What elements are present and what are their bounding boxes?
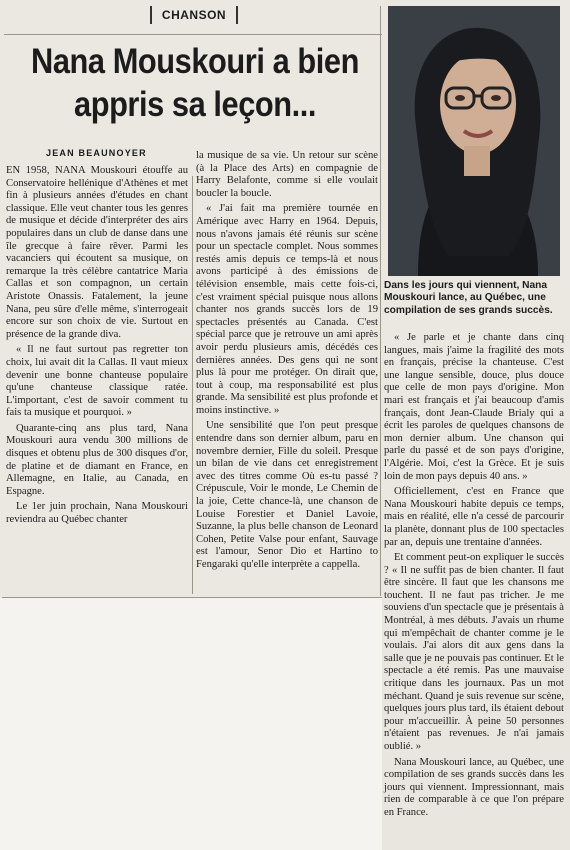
column-divider: [192, 176, 193, 594]
portrait-photo: [388, 6, 560, 276]
article-column-1: [6, 165, 188, 530]
divider-rule: [4, 34, 382, 35]
article-paragraph: « J'ai fait ma première tournée en Amérique avec Harry en 1964. Depuis, nous n'avons jamais été réunis sur scène pour un spectacle complet. Nous sommes restés amis depuis ce temps-là et nous avons participé à des émissions de télévision ensemble, mais cette fois-ci, c'est vraiment spécial puisque nous allons chanter nos grands succès lors de 19 spectacles présentés au Canada. C'est spécial parce que je retrouve un ami après avoir perdu plusieurs amis, décédés ces dernières années. Des gens qui ne sont plus là pour me protéger. On dirait que, tout à coup, ma responsabilité est plus grande. Ma sensibilité est plus profonde et moins instinctive. »: [196, 203, 378, 416]
portrait-illustration: [388, 6, 560, 276]
article-paragraph: « Il ne faut surtout pas regretter ton choix, lui avait dit la Callas. Il vaut mieux devenir une bonne chanteuse populaire qu'une chanteuse classique ratée. L'important, c'est de savoir comment tu fais ta musique et pourquoi. »: [6, 344, 188, 419]
photo-caption: Dans les jours qui viennent, Nana Mouskouri lance, au Québec, une compilation de ses grands succès.: [384, 280, 553, 316]
article-paragraph: Quarante-cinq ans plus tard, Nana Mouskouri aura vendu 300 millions de disques et obtenu plus de 300 disques d'or, de platine et de diamant en France, en Allemagne, en Italie, au Canada, en Espagne.: [6, 422, 188, 497]
headline: Nana Mouskouri a bien appris sa leçon...: [31, 42, 359, 124]
article-paragraph: EN 1958, NANA Mouskouri étouffe au Conservatoire hellénique d'Athènes et met fin à plusieurs années d'études en chant classique. Elle veut chanter tous les genres de musique et décide d'interpréter des airs populaires dans un club de danse dans une île grecque à faire rêver. Parmi les vacanciers qui écoutent sa musique, on remarque la très célèbre cantatrice Maria Callas et son compagnon, un certain Aristote Onassis. Fatalement, la jeune Nana, peu sûre d'elle même, s'interrogeait encore sur son choix de vie. Surtout en présence de la grande diva.: [6, 165, 188, 340]
section-label: CHANSON: [150, 6, 238, 24]
byline: JEAN BEAUNOYER: [46, 148, 147, 158]
article-paragraph: Une sensibilité que l'on peut presque entendre dans son dernier album, paru en novembre dernier, Fille du soleil. Presque un bilan de vie dans cet enregistrement avec des titres comme Où es-tu passé ? Crépuscule, Voir le monde, Le Chemin de la joie, Cette chance-là, une chanson de Louise Forestier et Daniel Lavoie, Suzanne, la plus belle chanson de Leonard Cohen, Petite Valse pour enfant, Sauvage est l'amour, Senor Dio et Hartino to Fengaraki qu'elle interprète a cappella.: [196, 420, 378, 570]
clipping-edge: [2, 597, 382, 598]
article-paragraph: Et comment peut-on expliquer le succès ? « Il ne suffit pas de bien chanter. Il faut être sincère. Il faut que les chansons me touchent. Il ne faut pas tricher. Je me souviens d'un spectacle que je présentais à Montréal, à mes débuts. J'avais un rhume qui m'empêchait de chanter comme je le voulais. J'ai alors dit aux gens dans la salle que je ne pouvais pas continuer. Et le spectacle a été remis. Pas une mauvaise critique dans les journaux. Pas un mot méchant. Quand je suis revenue sur scène, quelques jours plus tard, ils étaient debout pour m'accueillir. À peine 50 personnes n'étaient pas revenues. Je n'ai jamais oublié. »: [384, 552, 564, 752]
column-divider: [380, 6, 381, 596]
bleed-through-text: [240, 0, 380, 34]
article-paragraph: Nana Mouskouri lance, au Québec, une compilation de ses grands succès dans les jours qui viennent. Impressionnant, mais rien de comparable à ce que l'on prépare en France.: [384, 756, 564, 818]
article-paragraph: la musique de sa vie. Un retour sur scène (à la Place des Arts) en compagnie de Harry Belafonte, comme si elle voulait boucler la boucle.: [196, 150, 378, 199]
article-paragraph: Le 1er juin prochain, Nana Mouskouri reviendra au Québec chanter: [6, 501, 188, 526]
article-column-2: [196, 150, 378, 575]
article-paragraph: Officiellement, c'est en France que Nana Mouskouri habite depuis ce temps, mais en réalité, elle n'a cessé de parcourir la planète, donnant plus de 100 spectacles par an, depuis une trentaine d'années.: [384, 486, 564, 548]
article-paragraph: « Je parle et je chante dans cinq langues, mais j'aime la fragilité des mots en français, précise la chanteuse. C'est une langue sensible, douce, plus douce que celle de mon pays d'origine. Mon mari est français et j'ai beaucoup d'amis français, dont Jean-Claude Brialy qui a écrit les paroles de quelques chansons de mon dernier album. Une chanson qui parle du passé et de son pays d'origine, l'Algérie. Moi, c'est la Grèce. Et je suis loin de mon pays depuis 40 ans. »: [384, 332, 564, 482]
blank-paper-area: [0, 598, 382, 850]
article-column-3: [384, 332, 564, 823]
